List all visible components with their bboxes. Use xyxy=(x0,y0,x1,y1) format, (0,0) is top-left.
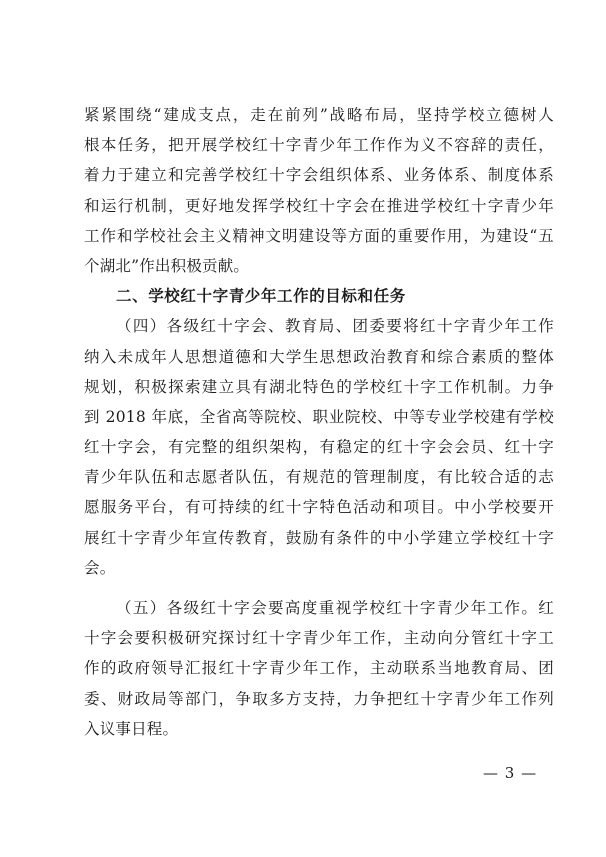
text-line: 入议事日程。 xyxy=(84,719,179,738)
text-line: 紧紧围绕“建成支点，走在前列”战略布局，坚持学校立德树人 xyxy=(84,106,554,124)
text-line: 和运行机制，更好地发挥学校红十字会在推进学校红十字青少年 xyxy=(84,196,554,215)
document-body xyxy=(84,100,554,744)
text-line: 十字会要积极研究探讨红十字青少年工作，主动向分管红十字工 xyxy=(84,629,554,648)
paragraph-4 xyxy=(84,311,554,583)
text-line: 纳入未成年人思想道德和大学生思想政治教育和综合素质的整体 xyxy=(84,347,554,366)
text-line: 愿服务平台，有可持续的红十字特色活动和项目。中小学校要开 xyxy=(84,498,554,517)
text-line: 规划，积极探索建立具有湖北特色的学校红十字工作机制。力争 xyxy=(84,377,554,396)
text-line: 作的政府领导汇报红十字青少年工作，主动联系当地教育局、团 xyxy=(84,659,554,678)
text-line: 会。 xyxy=(84,558,116,577)
text-line: 红十字会，有完整的组织架构，有稳定的红十字会会员、红十字 xyxy=(84,438,554,457)
text-line: （四）各级红十字会、教育局、团委要将红十字青少年工作 xyxy=(116,317,554,336)
text-line: 委、财政局等部门，争取多方支持，力争把红十字青少年工作列 xyxy=(84,689,554,708)
text-line: （五）各级红十字会要高度重视学校红十字青少年工作。红 xyxy=(116,599,554,617)
text-line: 到 2018 年底，全省高等院校、职业院校、中等专业学校建有学校 xyxy=(84,407,554,426)
text-line: 着力于建立和完善学校红十字会组织体系、业务体系、制度体系 xyxy=(84,166,554,185)
text-line: 青少年队伍和志愿者队伍，有规范的管理制度，有比较合适的志 xyxy=(84,468,554,487)
section-heading: 二、学校红十字青少年工作的目标和任务 xyxy=(116,287,406,306)
text-line: 工作和学校社会主义精神文明建设等方面的重要作用，为建设“五 xyxy=(84,226,554,245)
page-number: — 3 — xyxy=(483,764,538,782)
paragraph-gap xyxy=(84,583,554,593)
text-line: 根本任务，把开展学校红十字青少年工作作为义不容辞的责任， xyxy=(84,136,554,155)
text-line: 个湖北”作出积极贡献。 xyxy=(84,256,250,275)
paragraph-5 xyxy=(84,593,554,744)
text-line: 展红十字青少年宣传教育，鼓励有条件的中小学建立学校红十字 xyxy=(84,528,554,547)
intro-paragraph xyxy=(84,100,554,281)
